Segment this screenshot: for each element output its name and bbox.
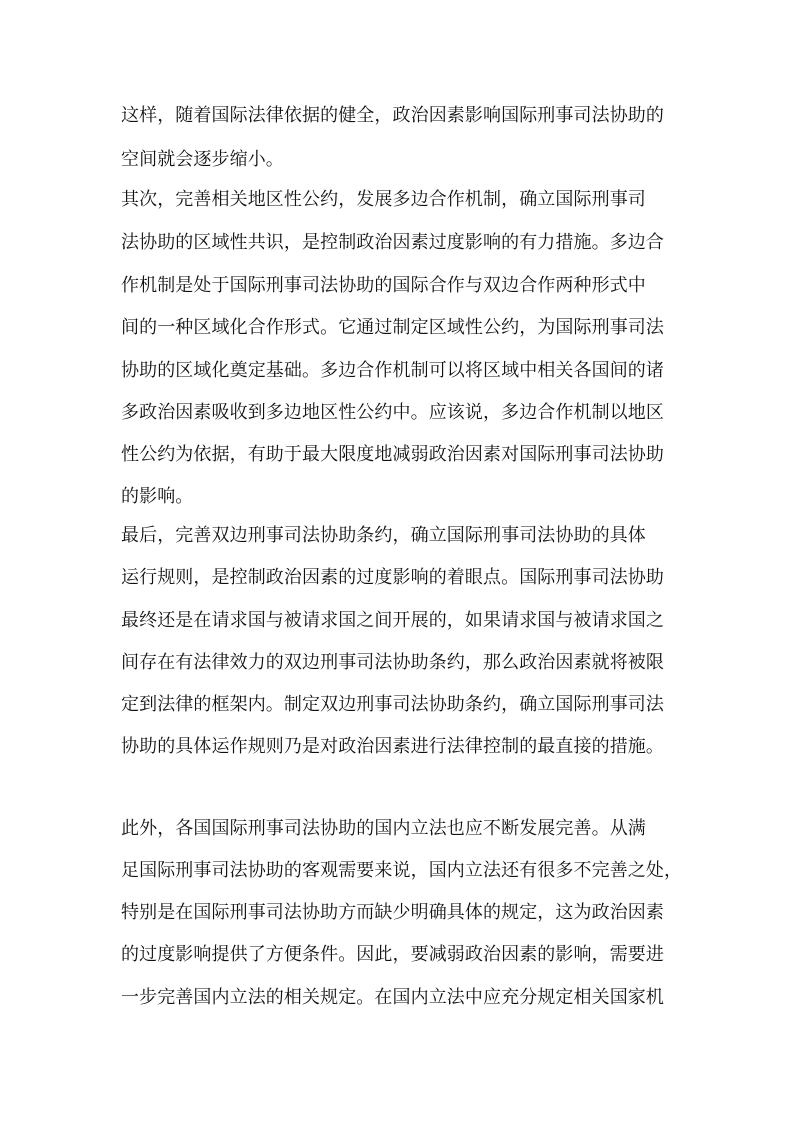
text-line: 一步完善国内立法的相关规定。在国内立法中应充分规定相关国家机 — [121, 987, 664, 1008]
text-line: 间存在有法律效力的双边刑事司法协助条约，那么政治因素就将被限 — [121, 652, 664, 673]
text-line: 运行规则，是控制政治因素的过度影响的着眼点。国际刑事司法协助 — [121, 567, 664, 588]
text-line: 的过度影响提供了方便条件。因此，要减弱政治因素的影响，需要进 — [121, 944, 664, 965]
text-line: 协助的具体运作规则乃是对政治因素进行法律控制的最直接的措施。 — [121, 736, 664, 757]
text-line: 作机制是处于国际刑事司法协助的国际合作与双边合作两种形式中 — [121, 275, 646, 296]
text-line: 定到法律的框架内。制定双边刑事司法协助条约，确立国际刑事司法 — [121, 694, 664, 715]
text-line: 特别是在国际刑事司法协助方而缺少明确具体的规定，这为政治因素 — [121, 902, 664, 923]
text-line: 足国际刑事司法协助的客观需要来说，国内立法还有很多不完善之处， — [121, 860, 683, 881]
text-line: 性公约为依据，有助于最大限度地减弱政治因素对国际刑事司法协助 — [121, 444, 664, 465]
text-line: 此外，各国国际刑事司法协助的国内立法也应不断发展完善。从满 — [121, 818, 646, 839]
text-line: 空间就会逐步缩小。 — [121, 149, 284, 170]
text-line: 协助的区域化奠定基础。多边合作机制可以将区域中相关各国间的诸 — [121, 360, 664, 381]
text-line: 多政治因素吸收到多边地区性公约中。应该说，多边合作机制以地区 — [121, 402, 664, 423]
text-line: 这样，随着国际法律依据的健全，政治因素影响国际刑事司法协助的 — [121, 105, 664, 126]
text-line: 法协助的区域性共识，是控制政治因素过度影响的有力措施。多边合 — [121, 232, 664, 253]
text-line: 最后，完善双边刑事司法协助条约，确立国际刑事司法协助的具体 — [121, 525, 646, 546]
text-line: 其次，完善相关地区性公约，发展多边合作机制，确立国际刑事司 — [121, 189, 646, 210]
text-line: 间的一种区域化合作形式。它通过制定区域性公约，为国际刑事司法 — [121, 317, 664, 338]
text-line: 最终还是在请求国与被请求国之间开展的，如果请求国与被请求国之 — [121, 610, 664, 631]
text-line: 的影响。 — [121, 486, 194, 507]
